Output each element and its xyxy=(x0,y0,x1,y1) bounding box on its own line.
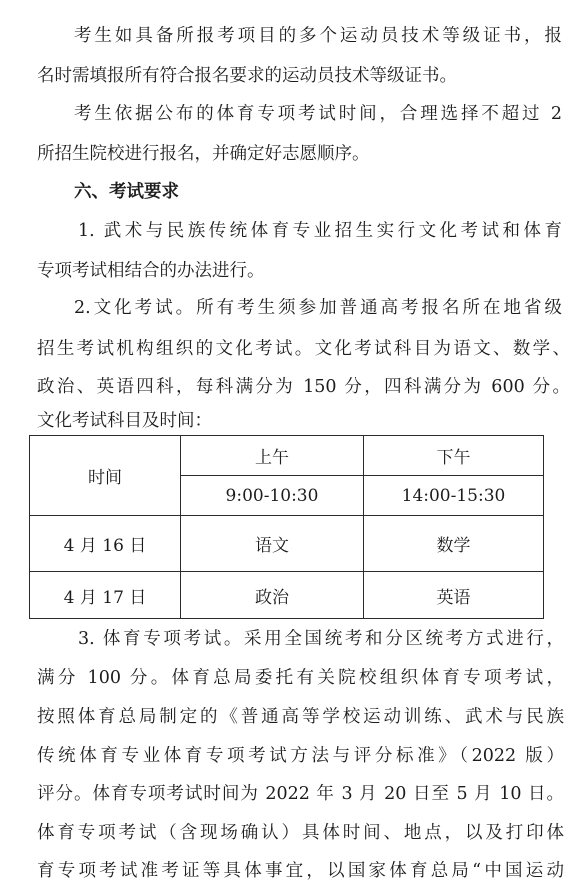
text-line xyxy=(0,375,581,401)
text: 育专项考试准考证等具体事宜，以国家体育总局“中国运动 xyxy=(37,861,564,881)
morning-label: 上午 xyxy=(255,448,289,468)
afternoon-label: 下午 xyxy=(436,448,471,468)
text-line xyxy=(0,64,581,90)
text-line xyxy=(0,102,581,128)
afternoon-hours-cell xyxy=(364,476,544,516)
text: 满分 100 分。体育总局委托有关院校组织体育专项考试， xyxy=(37,668,564,688)
date-cell xyxy=(30,516,181,572)
text-line xyxy=(0,409,581,435)
text-line xyxy=(0,142,581,168)
text: 3. 体育专项考试。采用全国统考和分区统考方式进行， xyxy=(78,629,564,649)
time-header: 时间 xyxy=(88,468,122,488)
text: 传统体育专业体育专项考试方法与评分标准》（2022 版） xyxy=(37,746,564,766)
time-header-cell xyxy=(30,436,181,516)
text: 2.文化考试。所有考生须参加普通高考报名所在地省级 xyxy=(74,298,562,318)
subject-cell xyxy=(364,516,544,572)
table-row xyxy=(30,572,544,619)
text: 文化考试科目及时间： xyxy=(37,411,212,431)
table-row xyxy=(30,516,544,572)
subject: 政治 xyxy=(255,587,289,608)
text: 1. 武术与民族传统体育专业招生实行文化考试和体育 xyxy=(78,221,562,241)
morning-header-cell xyxy=(181,436,364,476)
text: 专项考试相结合的办法进行。 xyxy=(37,261,265,281)
text: 体育专项考试（含现场确认）具体时间、地点，以及打印体 xyxy=(37,823,564,843)
text: 按照体育总局制定的《普通高等学校运动训练、武术与民族 xyxy=(37,707,564,727)
afternoon-hours: 14:00-15:30 xyxy=(401,485,506,506)
subject-cell xyxy=(181,516,364,572)
subject: 语文 xyxy=(255,536,289,556)
text-line xyxy=(0,259,581,285)
date: 4 月 17 日 xyxy=(63,587,147,608)
text-line xyxy=(0,627,581,653)
text: 所招生院校进行报名，并确定好志愿顺序。 xyxy=(37,144,370,164)
text-line xyxy=(0,219,581,245)
text: 评分。体育专项考试时间为 2022 年 3 月 20 日至 5 月 10 日。 xyxy=(37,784,564,804)
text: 考生依据公布的体育专项考试时间，合理选择不超过 2 xyxy=(74,104,562,124)
text-line xyxy=(0,24,581,50)
text-line xyxy=(0,859,581,885)
subject-cell xyxy=(364,572,544,619)
afternoon-header-cell xyxy=(364,436,544,476)
text: 招生考试机构组织的文化考试。文化考试科目为语文、数学、 xyxy=(37,339,570,359)
text: 政治、英语四科，每科满分为 150 分，四科满分为 600 分。 xyxy=(37,377,570,397)
heading-text: 六、考试要求 xyxy=(74,182,179,202)
date-cell xyxy=(30,572,181,619)
text-line xyxy=(0,666,581,692)
text-line xyxy=(0,782,581,808)
subject-cell xyxy=(181,572,364,619)
exam-schedule-table xyxy=(29,435,544,619)
text: 考生如具备所报考项目的多个运动员技术等级证书，报 xyxy=(74,26,562,46)
text-line xyxy=(0,296,581,322)
section-heading xyxy=(0,180,581,206)
text-line xyxy=(0,821,581,847)
morning-hours-cell xyxy=(181,476,364,516)
text-line xyxy=(0,744,581,770)
date: 4 月 16 日 xyxy=(63,536,147,556)
text-line xyxy=(0,337,581,363)
subject: 数学 xyxy=(436,536,471,556)
subject: 英语 xyxy=(436,587,471,608)
text: 名时需填报所有符合报名要求的运动员技术等级证书。 xyxy=(37,66,457,86)
morning-hours: 9:00-10:30 xyxy=(225,485,319,506)
text-line xyxy=(0,705,581,731)
